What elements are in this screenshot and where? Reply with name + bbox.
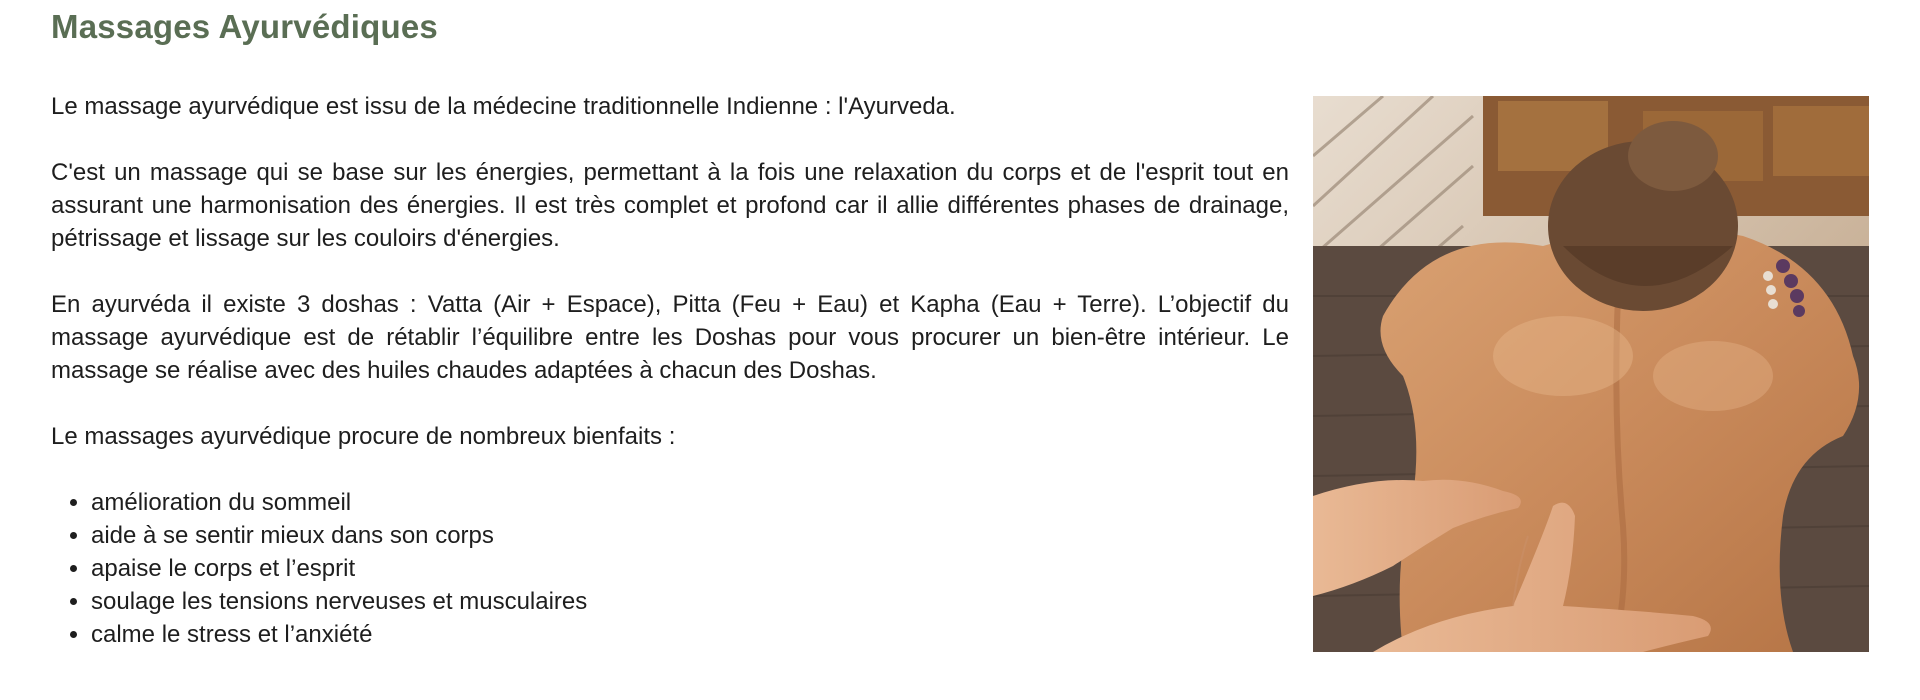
intro-paragraph: Le massage ayurvédique est issu de la médecine traditionnelle Indienne : l'Ayurveda. [51,93,956,120]
list-item: • apaise le corps et l’esprit [91,552,1289,585]
list-item: • calme le stress et l’anxiété [91,618,1289,651]
massage-photo [1313,96,1869,652]
list-item: • aide à se sentir mieux dans son corps [91,519,1289,552]
list-item: • soulage les tensions nerveuses et musculaires [91,585,1289,618]
energy-paragraph: C'est un massage qui se base sur les énergies, permettant à la fois une relaxation du corps et de l'esprit tout en assurant une harmonisation des énergies. Il est très complet et profond car il allie différentes phases de drainage, pétrissage et lissage sur les couloirs d'énergies. [51,159,1289,252]
content-column [51,90,1289,651]
doshas-paragraph: En ayurvéda il existe 3 doshas : Vatta (Air + Espace), Pitta (Feu + Eau) et Kapha (Eau + Terre). L’objectif du massage ayurvédique est de rétablir l’équilibre entre les Doshas pour vous procurer un bien-être intérieur. Le massage se réalise avec des huiles chaudes adaptées à chacun des Doshas. [51,291,1289,384]
benefits-list [51,486,1289,651]
list-item: • amélioration du sommeil [91,486,1289,519]
massage-back-illustration [1313,96,1869,652]
section-title: Massages Ayurvédiques [51,8,438,45]
benefits-intro: Le massages ayurvédique procure de nombreux bienfaits : [51,423,676,450]
